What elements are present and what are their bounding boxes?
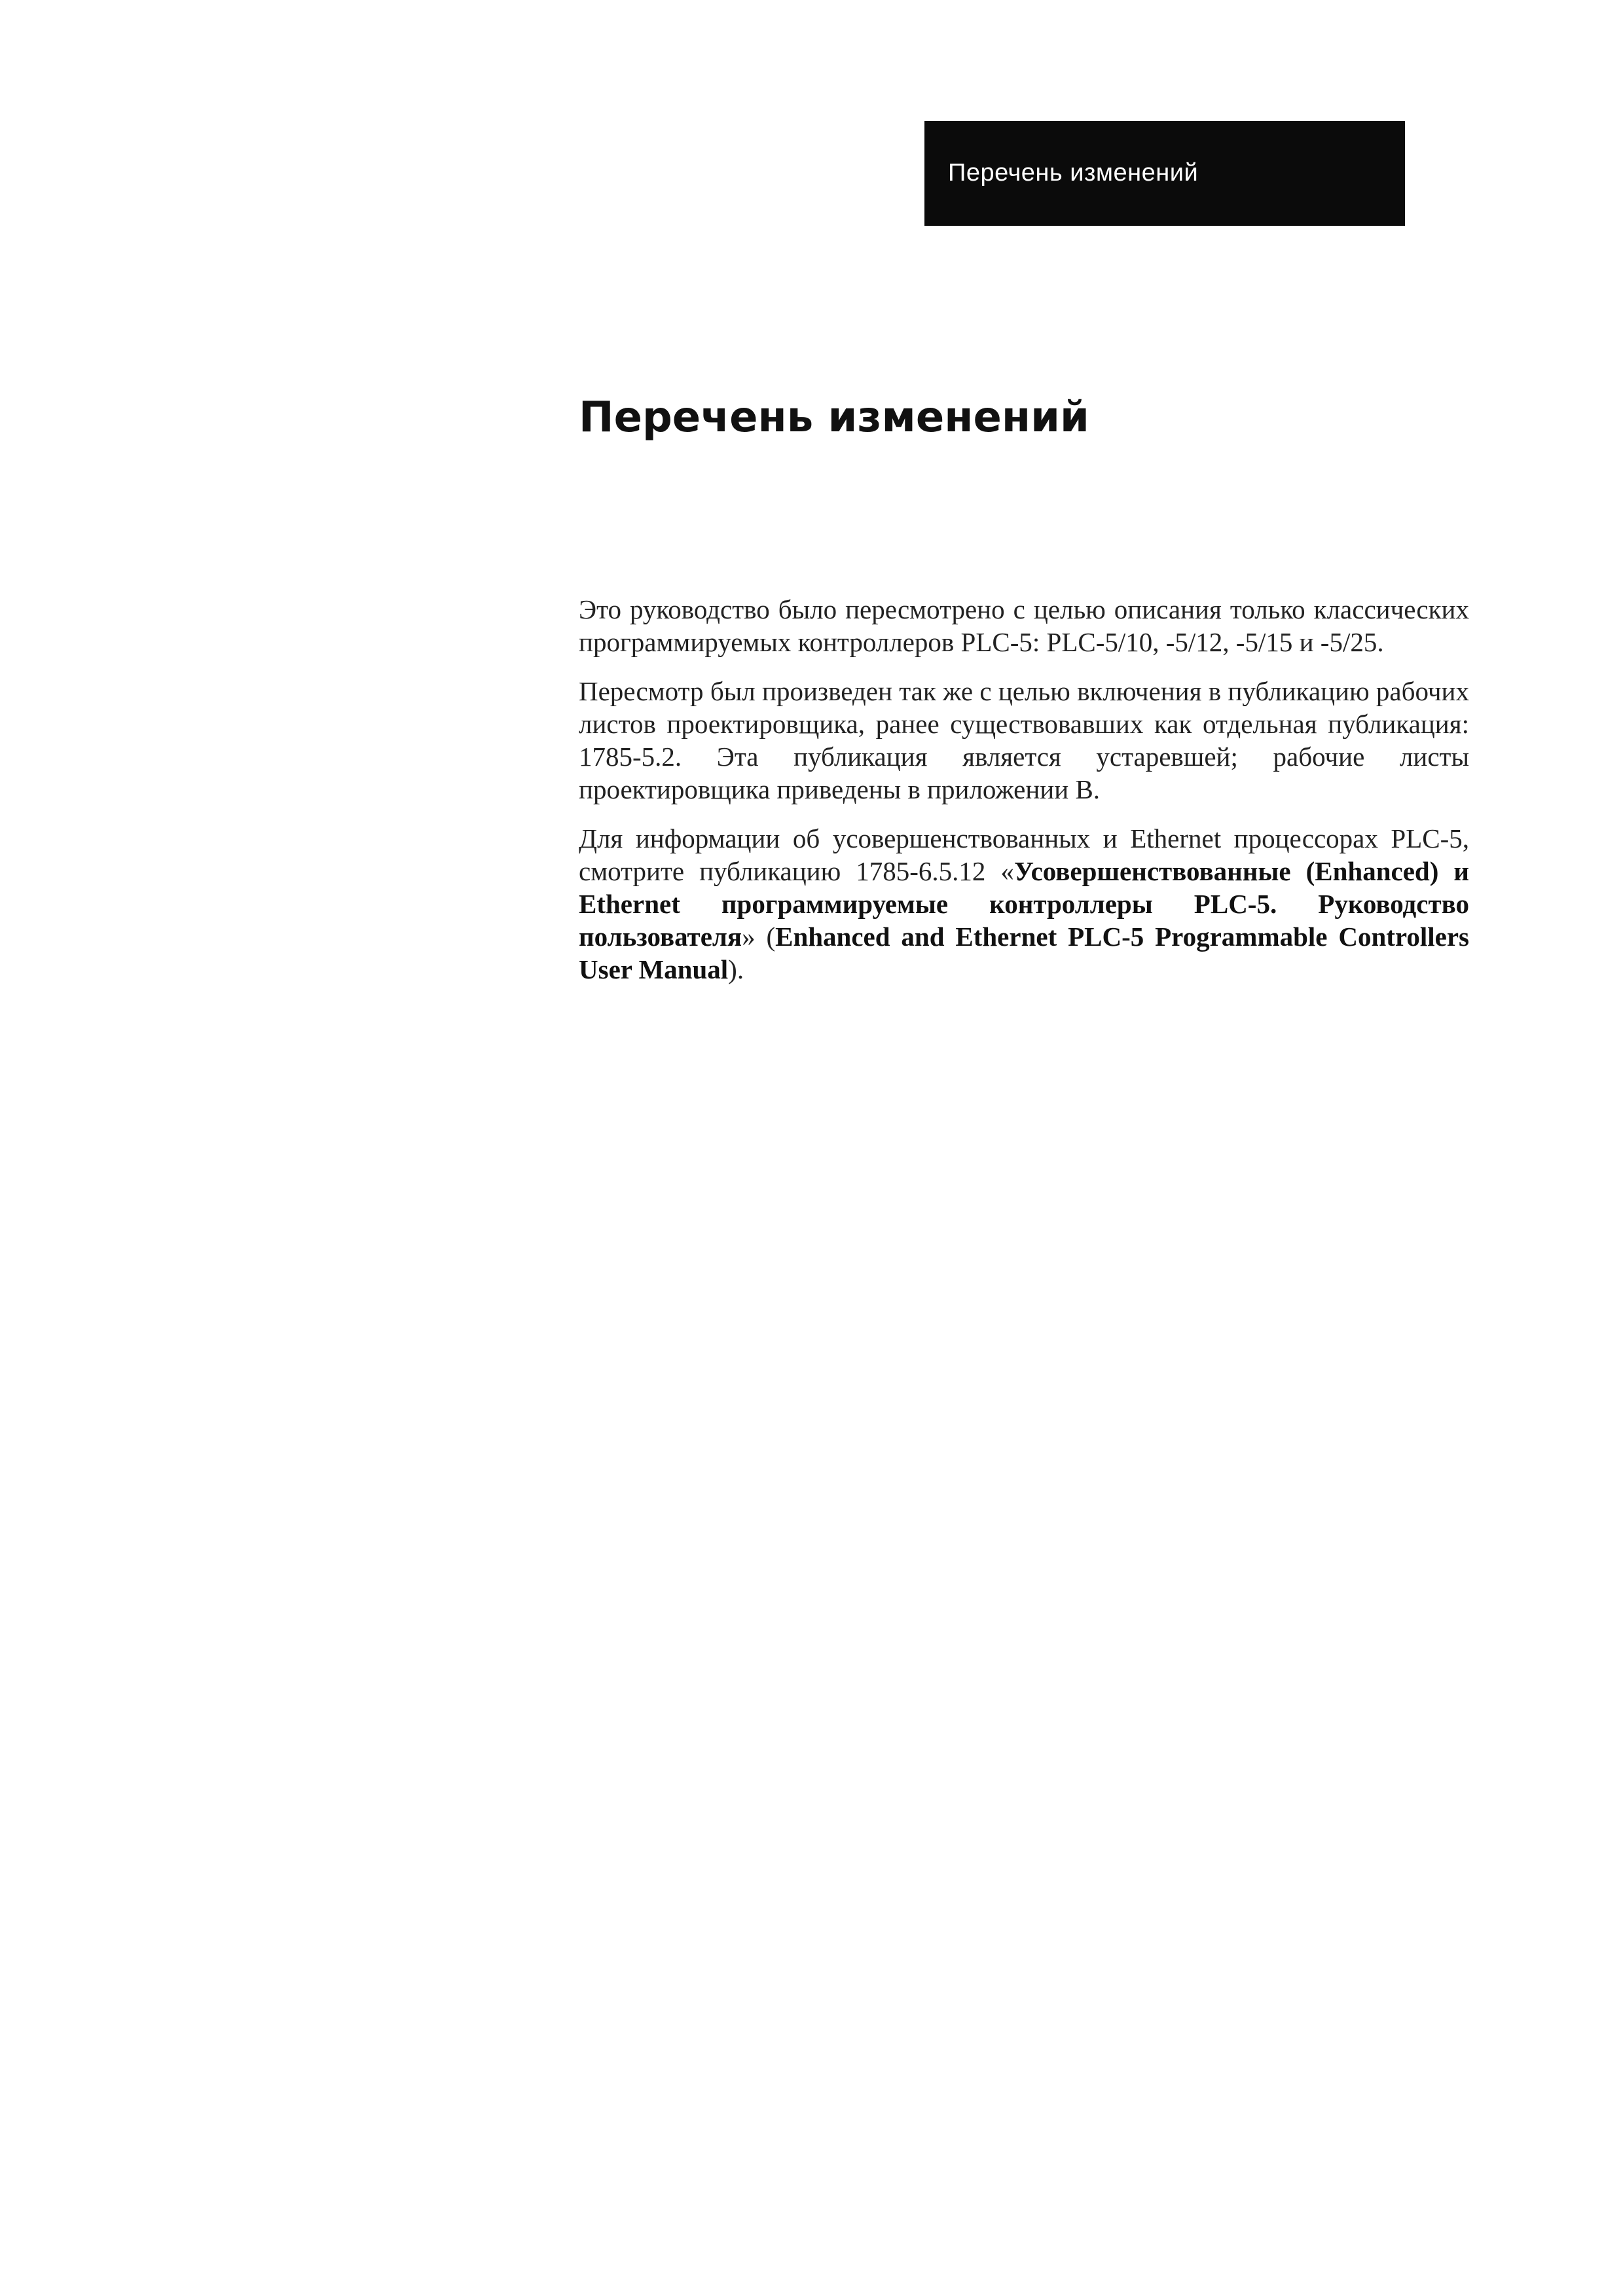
paragraph-reference: [579, 822, 1469, 986]
page-title: Перечень изменений: [579, 393, 1089, 442]
section-header-label: Перечень изменений: [948, 159, 1199, 187]
body-text: [579, 593, 1469, 1002]
reference-intro-text: Для информации об усовершенствованных и Ethernet процессорах PLC-5, смотрите публикацию 1785-6.5.12 «: [579, 823, 1469, 886]
reference-title-russian: Усовершенствованные (Enhanced) и Ethernet программируемые контроллеры PLC-5. Руководство пользователя: [579, 856, 1469, 952]
reference-title-english: Enhanced and Ethernet PLC-5 Programmable Controllers User Manual: [579, 922, 1469, 984]
section-header-tab: [924, 121, 1405, 226]
reference-middle-text: » (: [742, 922, 776, 952]
paragraph-worksheets: Пересмотр был произведен так же с целью включения в публикацию рабочих листов проектировщика, ранее существовавших как отдельная публикация: 1785-5.2. Эта публикация является устаревшей; рабочие листы проектировщика приведены в приложении B.: [579, 676, 1469, 804]
reference-end-text: ).: [728, 954, 744, 984]
paragraph-scope: Это руководство было пересмотрено с целью описания только классических программируемых контроллеров PLC-5: PLC-5/10, -5/12, -5/15 и -5/25.: [579, 594, 1469, 657]
